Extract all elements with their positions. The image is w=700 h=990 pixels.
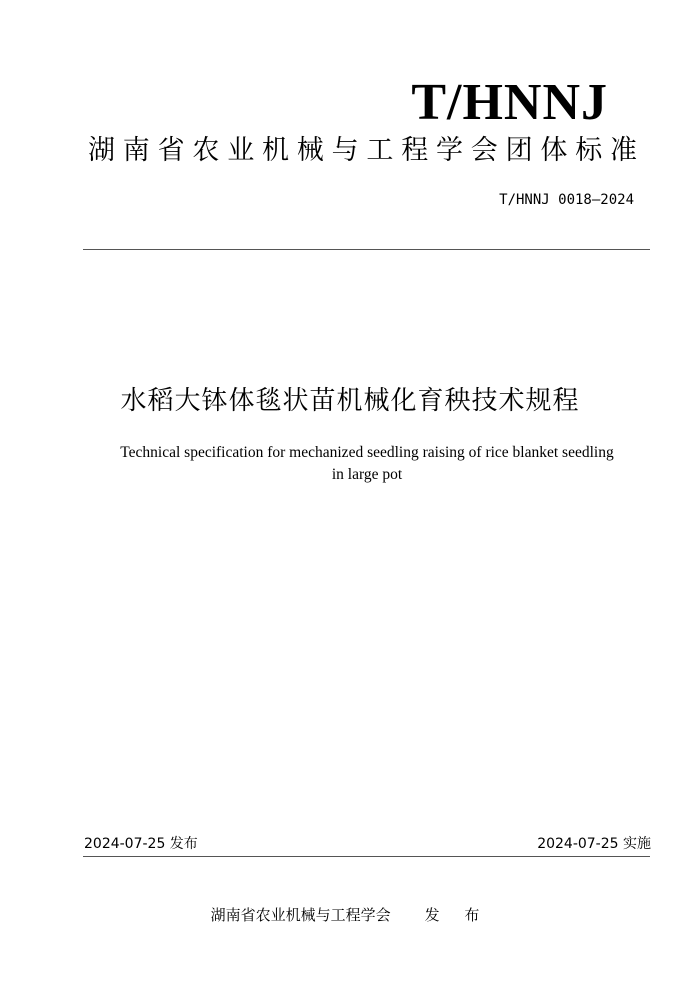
organization-title: 湖南省农业机械与工程学会团体标准	[88, 135, 644, 166]
standard-number: T/HNNJ 0018—2024	[499, 192, 634, 208]
standard-logo: T/HNNJ	[411, 74, 608, 131]
issue-date: 2024-07-25 发布	[84, 836, 198, 852]
english-title-line-1: Technical specification for mechanized seedling raising of rice blanket seedling	[120, 444, 614, 461]
publish-action: 发 布	[424, 906, 490, 924]
document-title-chinese: 水稻大钵体毯状苗机械化育秧技术规程	[120, 386, 580, 416]
implementation-date: 2024-07-25 实施	[537, 836, 651, 852]
footer-divider	[83, 856, 650, 857]
publisher-name: 湖南省农业机械与工程学会	[210, 906, 391, 924]
document-title-english	[90, 442, 644, 486]
publisher-line	[0, 905, 700, 925]
english-title-line-2: in large pot	[331, 466, 403, 483]
header-divider	[83, 249, 650, 250]
